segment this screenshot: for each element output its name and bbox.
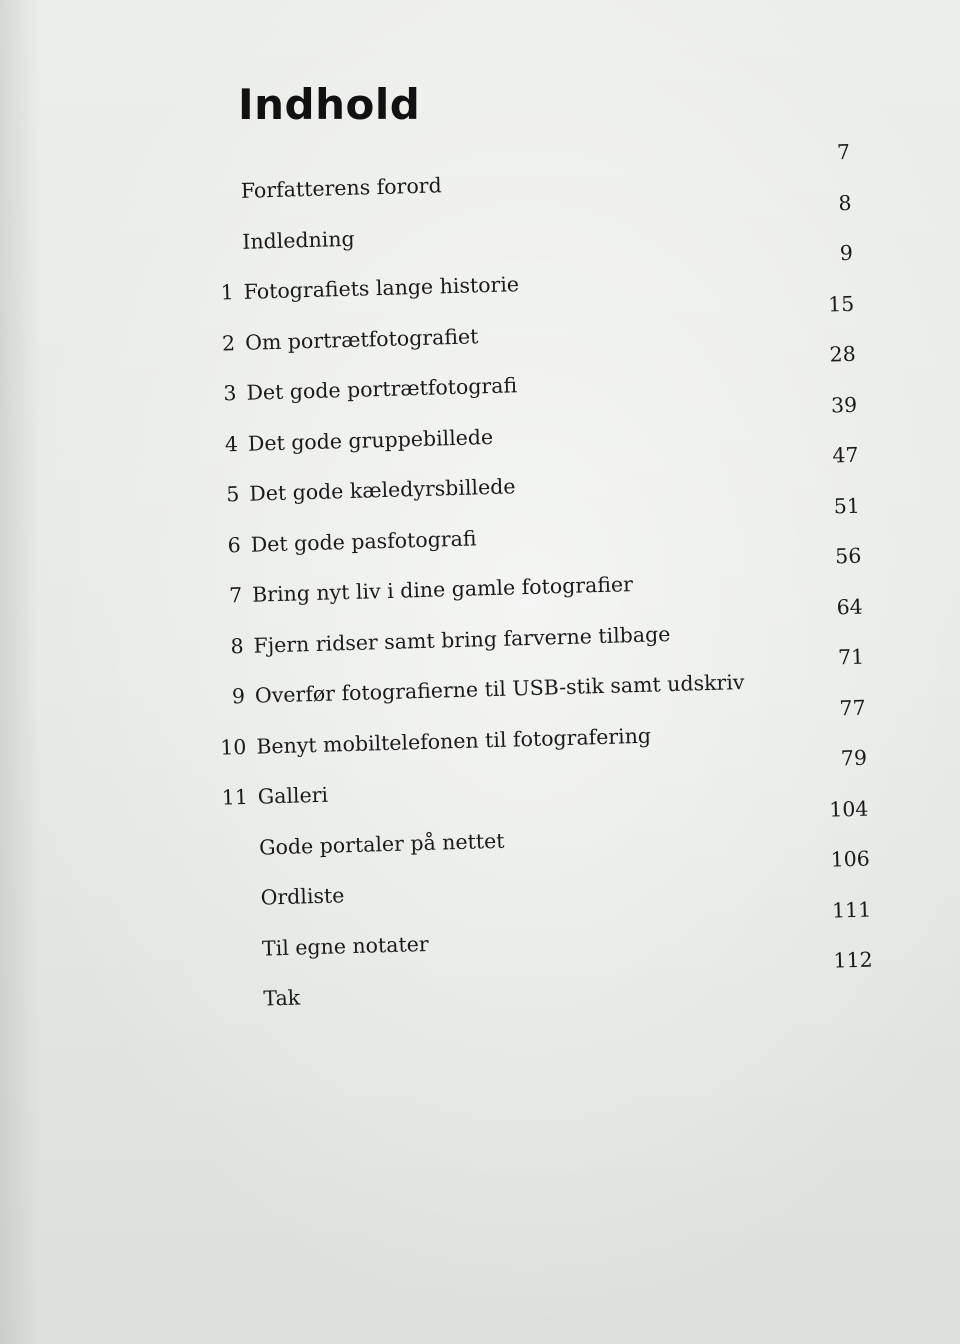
toc-entry: [206, 341, 887, 412]
toc-chapter-number: 6: [227, 532, 242, 557]
toc-page-number: 106: [830, 846, 871, 872]
page-binding-shadow: [0, 0, 40, 1344]
toc-page-number: 79: [840, 745, 868, 771]
table-of-contents: [200, 141, 904, 1040]
toc-entry: [209, 442, 890, 513]
toc-chapter-number: [223, 981, 253, 982]
toc-page-number: 9: [839, 240, 854, 266]
toc-page-number: 8: [838, 190, 852, 215]
toc-page-number: 64: [836, 594, 864, 619]
toc-entry-title: Om portrætfotografiet: [244, 323, 479, 355]
toc-entry-title: Forfatterens forord: [240, 173, 442, 203]
toc-page-number: 77: [839, 695, 866, 720]
toc-entry: [223, 947, 904, 1018]
page-title: Indhold: [238, 80, 421, 129]
toc-entry: [210, 493, 891, 563]
toc-entry-title: Det gode pasfotografi: [250, 525, 477, 557]
toc-entry-title: Det gode kæledyrsbillede: [249, 474, 516, 506]
toc-page-number: 112: [833, 947, 873, 973]
toc-page-number: 51: [833, 493, 861, 518]
toc-entry: [216, 695, 897, 765]
toc-chapter-number: [202, 224, 232, 225]
toc-page-number: 7: [836, 139, 851, 165]
toc-entry-title: Bring nyt liv i dine gamle fotografier: [251, 572, 634, 607]
toc-entry-title: Fotografiets lange historie: [243, 272, 520, 304]
toc-page-number: 56: [834, 543, 862, 569]
toc-page-number: 28: [829, 341, 857, 367]
toc-entry: [220, 846, 901, 917]
toc-chapter-number: 7: [228, 582, 243, 608]
toc-entry: [207, 392, 888, 462]
toc-entry-title: Ordliste: [260, 883, 345, 910]
toc-page-number: 111: [831, 897, 872, 923]
toc-chapter-number: 8: [230, 633, 244, 658]
toc-chapter-number: 2: [221, 330, 236, 355]
toc-page-number: 15: [827, 291, 855, 317]
toc-chapter-number: 10: [219, 734, 247, 760]
toc-entry-title: Til egne notater: [261, 931, 429, 961]
toc-entry: [222, 897, 903, 967]
toc-chapter-number: [222, 930, 252, 931]
toc-chapter-number: 3: [223, 381, 237, 406]
toc-entry-title: Indledning: [241, 226, 355, 254]
toc-entry-title: Det gode portrætfotografi: [246, 373, 518, 405]
toc-page-number: 47: [832, 442, 859, 468]
toc-entry-title: Tak: [263, 985, 301, 1011]
toc-chapter-number: 4: [224, 431, 239, 456]
toc-page-number: 104: [828, 796, 869, 822]
toc-chapter-number: [220, 880, 250, 881]
toc-entry: [200, 139, 881, 210]
toc-entry-title: Det gode gruppebillede: [247, 424, 494, 456]
toc-entry-title: Fjern ridser samt bring farverne tilbage: [253, 621, 671, 658]
toc-entry: [214, 644, 895, 715]
toc-chapter-number: 11: [221, 784, 249, 810]
toc-chapter-number: [219, 829, 249, 830]
toc-entry-title: Galleri: [257, 782, 329, 809]
toc-page-number: 39: [830, 392, 858, 417]
toc-entry: [212, 543, 893, 614]
toc-entry: [213, 594, 894, 664]
toc-chapter-number: 5: [225, 482, 240, 507]
toc-entry-title: Overfør fotografierne til USB-stik samt udskriv: [254, 670, 745, 708]
toc-chapter-number: [200, 173, 230, 174]
toc-entry: [202, 190, 883, 260]
toc-entry: [205, 291, 886, 361]
toc-entry-title: Gode portaler på nettet: [258, 828, 505, 860]
toc-chapter-number: 1: [220, 280, 235, 305]
toc-entry-title: Benyt mobiltelefonen til fotografering: [256, 723, 652, 759]
toc-chapter-number: 9: [231, 683, 246, 709]
toc-page-number: 71: [837, 644, 865, 670]
